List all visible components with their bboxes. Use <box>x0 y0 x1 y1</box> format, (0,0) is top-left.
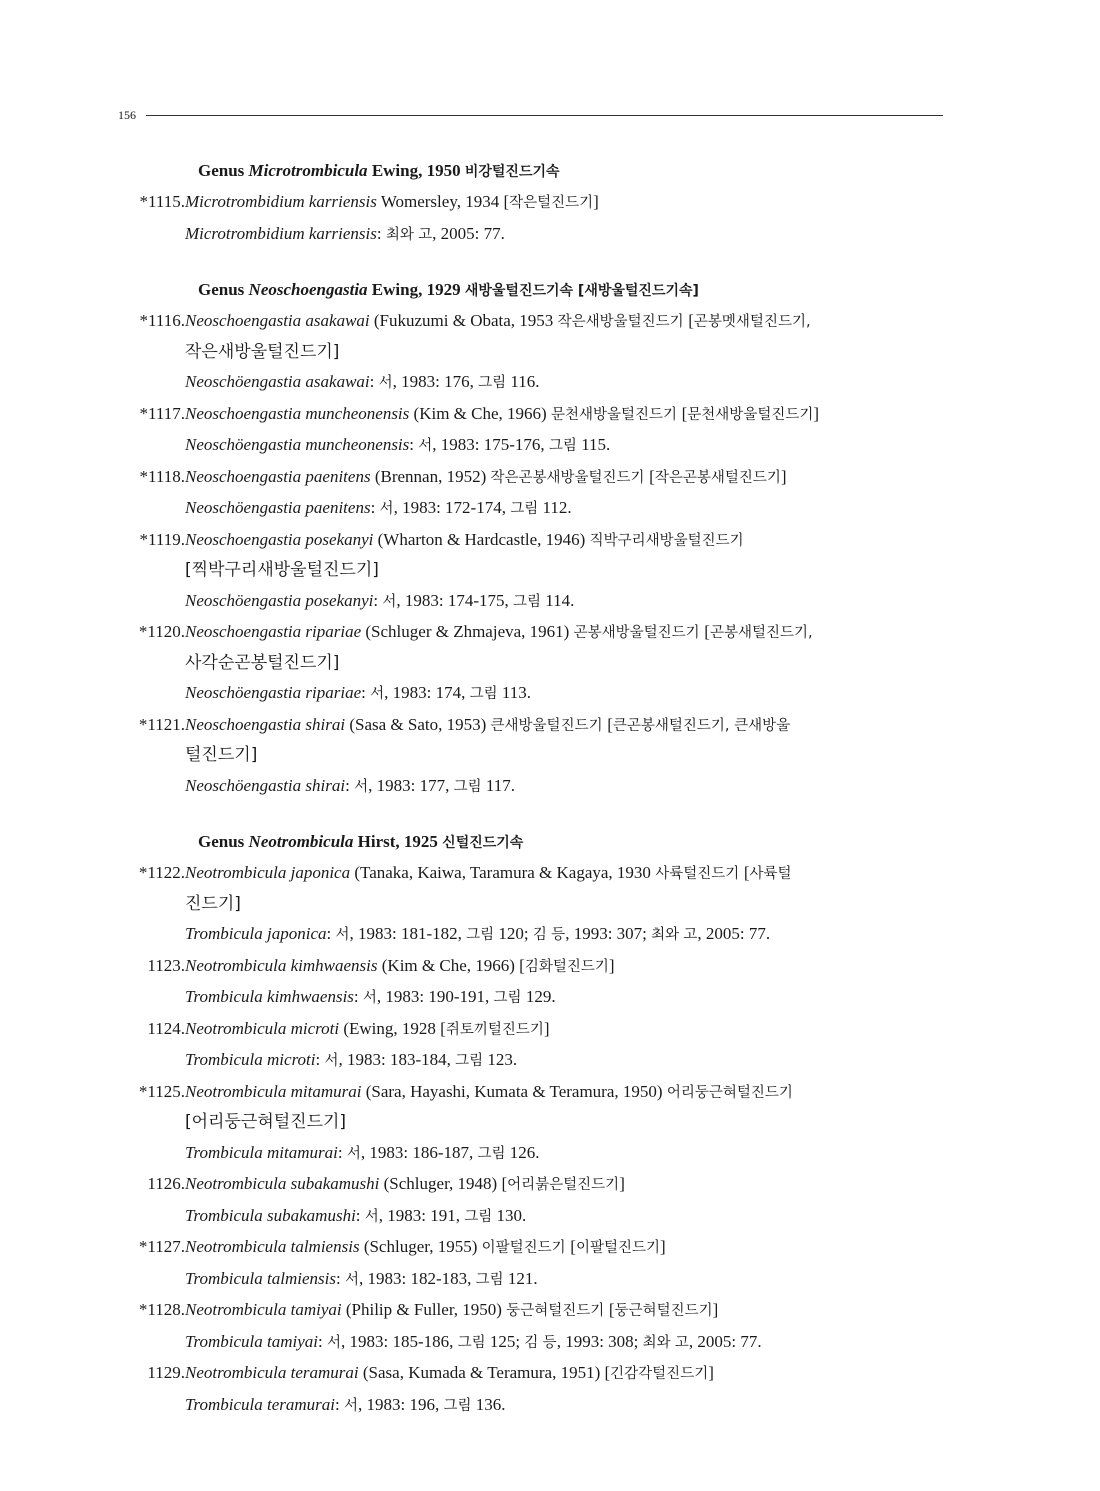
korean-name: 큰곤봉새털진드기, 큰새방울 <box>612 717 791 734</box>
reference-text: : <box>345 775 355 795</box>
korean-name: 곤봉새방울털진드기 <box>573 625 705 641</box>
page-number: 156 <box>118 108 136 122</box>
reference-text: 115. <box>576 435 611 454</box>
entry-text <box>185 1014 948 1046</box>
author-citation: (Wharton & Hardcastle, 1946) <box>373 529 590 549</box>
reference-korean: 서 <box>354 778 369 795</box>
reference-text: : <box>326 924 336 943</box>
literature-reference <box>118 430 948 462</box>
reference-species-name: Trombicula tamiyai <box>185 1331 319 1351</box>
reference-korean: 그림 <box>455 1053 484 1069</box>
literature-reference <box>118 1138 948 1170</box>
species-list <box>118 156 948 1446</box>
korean-name: 문천새방울털진드기 <box>550 406 682 423</box>
reference-korean: 최와 <box>642 1334 671 1351</box>
author-citation: [ <box>649 466 655 486</box>
reference-korean: 서 <box>335 927 350 943</box>
species-name: Neoschoengastia ripariae <box>185 622 362 641</box>
reference-text: , 1983: 174-175, <box>396 590 514 610</box>
author-citation: (Kim & Che, 1966) <box>409 403 551 423</box>
reference-korean: 서 <box>370 686 385 702</box>
literature-reference <box>118 1390 948 1422</box>
reference-text: , 1983: 175-176, <box>432 435 549 454</box>
species-name: Neotrombicula mitamurai <box>185 1081 362 1101</box>
reference-korean: 그림 <box>443 1397 472 1414</box>
author-citation: (Ewing, 1928 [ <box>339 1018 446 1038</box>
author-citation: ] <box>660 1237 666 1256</box>
reference-text: : <box>335 1268 345 1288</box>
reference-text: : <box>335 1394 345 1414</box>
species-entry <box>118 1014 948 1046</box>
literature-reference <box>118 1327 948 1359</box>
author-citation: [ <box>607 714 613 734</box>
reference-korean: 그림 <box>513 593 542 610</box>
species-name: Neotrombicula tamiyai <box>185 1300 342 1319</box>
author-citation: ] <box>780 466 787 486</box>
reference-species-name: Neoschöengastia paenitens <box>185 498 371 517</box>
author-citation: (Kim & Che, 1966) [ <box>377 955 525 975</box>
korean-name: 사륙털 <box>749 866 792 882</box>
species-name: Neotrombicula talmiensis <box>185 1237 360 1256</box>
entry-text <box>185 617 948 649</box>
reference-species-name: Trombicula microti <box>185 1050 316 1069</box>
korean-name: 이팔털진드기 <box>575 1240 661 1256</box>
species-name: Neotrombicula microti <box>185 1018 340 1038</box>
species-name: Microtrombidium karriensis <box>185 192 377 211</box>
reference-text: 136. <box>471 1394 506 1414</box>
genus-name: Neoschoengastia <box>248 280 368 299</box>
genus-heading <box>118 156 948 187</box>
korean-name: 김화털진드기 <box>524 958 609 975</box>
entry-number: *1122. <box>138 863 185 882</box>
literature-reference <box>118 982 948 1014</box>
species-entry <box>118 462 948 494</box>
entry-number: 1126. <box>147 1174 185 1193</box>
reference-species-name: Trombicula teramurai <box>185 1394 336 1414</box>
reference-text: , 1983: 174, <box>384 683 470 702</box>
entry-text <box>185 306 948 338</box>
reference-species-name: Microtrombidium karriensis <box>185 223 377 243</box>
author-citation: (Schluger, 1955) <box>359 1237 482 1256</box>
reference-text: : <box>373 590 383 610</box>
genus-label: Genus <box>198 832 249 851</box>
entry-text <box>185 462 948 494</box>
species-entry <box>118 187 948 219</box>
reference-text: , 1983: 185-186, <box>341 1331 458 1351</box>
reference-korean: 서 <box>362 990 377 1006</box>
species-entry <box>118 1295 948 1327</box>
reference-korean: 등 <box>551 927 566 943</box>
reference-korean: 서 <box>344 1397 359 1414</box>
literature-reference <box>118 678 948 710</box>
author-citation: [ <box>608 1300 615 1319</box>
reference-korean: 서 <box>382 593 397 610</box>
reference-text: 130. <box>492 1205 527 1225</box>
reference-text: 120; <box>494 924 533 943</box>
entry-number: *1121. <box>138 714 185 734</box>
reference-text: , 1983: 183-184, <box>338 1050 456 1069</box>
reference-species-name: Neoschöengastia shirai <box>185 775 346 795</box>
author-citation: (Fukuzumi & Obata, 1953 <box>369 311 558 330</box>
entry-number: *1128. <box>138 1300 185 1319</box>
author-citation: ] <box>813 403 820 423</box>
literature-reference <box>118 586 948 618</box>
reference-korean: 그림 <box>477 1145 506 1162</box>
species-entry <box>118 399 948 431</box>
entry-text <box>185 187 948 219</box>
genus-section <box>118 156 948 250</box>
reference-text: : <box>369 372 379 391</box>
reference-korean: 그림 <box>469 686 498 702</box>
entry-number: *1116. <box>139 311 185 330</box>
page-header <box>118 105 943 125</box>
entry-text <box>185 1358 948 1390</box>
species-name: Neotrombicula teramurai <box>185 1363 359 1382</box>
reference-species-name: Neoschöengastia asakawai <box>185 372 370 391</box>
korean-name: 직박구리새방울털진드기 <box>589 532 744 549</box>
reference-text: , 1983: 190-191, <box>376 987 494 1006</box>
reference-text: : <box>409 435 419 454</box>
genus-label: Genus <box>198 280 249 299</box>
reference-text: , 1983: 196, <box>358 1394 444 1414</box>
reference-text: 113. <box>497 683 532 702</box>
reference-korean: 고 <box>418 226 433 243</box>
reference-korean: 그림 <box>475 1271 504 1288</box>
genus-name: Neotrombicula <box>248 832 354 851</box>
reference-korean: 최와 <box>385 226 414 243</box>
author-citation: (Sara, Hayashi, Kumata & Teramura, 1950) <box>361 1081 667 1101</box>
entry-text <box>185 710 948 742</box>
reference-korean: 서 <box>344 1271 359 1288</box>
korean-name: 어리붉은털진드기 <box>507 1177 620 1193</box>
entry-text <box>185 951 948 983</box>
genus-author: Ewing, 1929 <box>367 280 465 299</box>
reference-text: , 2005: 77. <box>432 223 505 243</box>
author-citation: Womersley, 1934 [ <box>376 192 510 211</box>
author-citation: [ <box>688 311 694 330</box>
reference-text: : <box>337 1142 347 1162</box>
author-citation: (Sasa & Sato, 1953) <box>345 714 491 734</box>
reference-korean: 김 <box>532 927 547 943</box>
entry-text <box>185 399 948 431</box>
reference-text: , 1983: 191, <box>378 1205 465 1225</box>
species-entry <box>118 525 948 557</box>
entry-number: *1115. <box>139 192 185 211</box>
species-entry <box>118 1358 948 1390</box>
reference-text: : <box>376 223 386 243</box>
reference-korean: 서 <box>378 375 393 391</box>
reference-korean: 등 <box>542 1334 557 1351</box>
reference-text: , 1983: 186-187, <box>360 1142 478 1162</box>
reference-korean: 그림 <box>457 1334 486 1351</box>
literature-reference <box>118 367 948 399</box>
reference-korean: 서 <box>379 501 394 517</box>
entry-text <box>185 1232 948 1264</box>
reference-korean: 서 <box>324 1053 339 1069</box>
literature-reference <box>118 1201 948 1233</box>
reference-species-name: Trombicula japonica <box>185 924 327 943</box>
author-citation: (Sasa, Kumada & Teramura, 1951) [ <box>358 1363 611 1382</box>
author-citation: ] <box>593 192 599 211</box>
entry-continuation: 털진드기] <box>185 745 258 765</box>
korean-name: 작은곤봉새방울털진드기 <box>490 469 650 486</box>
entry-number: 1123. <box>147 955 185 975</box>
header-rule <box>146 115 943 116</box>
reference-korean: 그림 <box>466 927 495 943</box>
species-entry <box>118 1077 948 1109</box>
reference-text: 129. <box>521 987 556 1006</box>
korean-name: 문천새방울털진드기 <box>687 406 814 423</box>
author-citation: [ <box>704 622 710 641</box>
reference-text: : <box>353 987 363 1006</box>
korean-name: 큰새방울털진드기 <box>490 717 608 734</box>
reference-text: : <box>370 498 380 517</box>
author-citation: (Brennan, 1952) <box>370 466 491 486</box>
species-name: Neotrombicula kimhwaensis <box>185 955 378 975</box>
reference-species-name: Trombicula kimhwaensis <box>185 987 354 1006</box>
species-entry <box>118 1169 948 1201</box>
entry-continuation: [찍박구리새방울털진드기] <box>185 560 379 580</box>
species-name: Neoschoengastia asakawai <box>185 311 370 330</box>
reference-korean: 서 <box>327 1334 342 1351</box>
entry-number: *1119. <box>139 529 185 549</box>
author-citation: ] <box>543 1018 550 1038</box>
author-citation: ] <box>608 955 615 975</box>
species-name: Neoschoengastia posekanyi <box>185 529 374 549</box>
literature-reference <box>118 919 948 951</box>
literature-reference <box>118 219 948 251</box>
reference-text: , 2005: 77. <box>688 1331 762 1351</box>
species-entry <box>118 306 948 338</box>
species-name: Neoschoengastia shirai <box>185 714 346 734</box>
author-citation: (Tanaka, Kaiwa, Taramura & Kagaya, 1930 <box>350 863 656 882</box>
reference-korean: 그림 <box>493 990 522 1006</box>
entry-number: *1117. <box>139 403 185 423</box>
genus-korean-name: 비강털진드기속 <box>464 164 560 180</box>
korean-name: 작은털진드기 <box>509 195 594 211</box>
genus-author: Hirst, 1925 <box>353 832 443 851</box>
reference-text: , 1993: 307; <box>565 924 652 943</box>
reference-text: , 1983: 172-174, <box>393 498 511 517</box>
reference-text: : <box>361 683 371 702</box>
genus-section <box>118 275 948 802</box>
literature-reference <box>118 1045 948 1077</box>
species-entry <box>118 617 948 649</box>
entry-text <box>185 1169 948 1201</box>
reference-korean: 그림 <box>548 438 577 454</box>
reference-text: , 1993: 308; <box>556 1331 643 1351</box>
genus-label: Genus <box>198 161 249 180</box>
author-citation: ] <box>708 1363 714 1382</box>
entry-continuation: 작은새방울털진드기] <box>185 341 340 362</box>
author-citation: [ <box>743 863 750 882</box>
author-citation: (Schluger & Zhmajeva, 1961) <box>361 622 574 641</box>
korean-name: 곤봉새털진드기, <box>709 625 813 641</box>
species-name: Neotrombicula japonica <box>185 863 351 882</box>
literature-reference <box>118 493 948 525</box>
korean-name: 사륙털진드기 <box>655 866 744 882</box>
reference-text: : <box>318 1331 327 1351</box>
species-name: Neotrombicula subakamushi <box>185 1174 380 1193</box>
korean-name: 긴감각털진드기 <box>610 1366 709 1382</box>
reference-korean: 서 <box>364 1208 379 1225</box>
author-citation: (Philip & Fuller, 1950) <box>341 1300 507 1319</box>
korean-name: 쥐토끼털진드기 <box>445 1021 544 1038</box>
entry-text <box>185 1295 948 1327</box>
reference-text: 114. <box>541 590 575 610</box>
species-entry <box>118 951 948 983</box>
reference-species-name: Neoschöengastia posekanyi <box>185 590 374 610</box>
species-entry <box>118 1232 948 1264</box>
korean-name: 곤봉멧새털진드기, <box>693 314 811 330</box>
species-name: Neoschoengastia paenitens <box>185 466 371 486</box>
entry-text <box>185 858 948 890</box>
reference-text: 112. <box>538 498 572 517</box>
author-citation: (Schluger, 1948) [ <box>379 1174 508 1193</box>
reference-text: 123. <box>483 1050 518 1069</box>
genus-korean-alt: [새방울털진드기속] <box>573 283 699 299</box>
entry-number: 1124. <box>147 1018 185 1038</box>
reference-text: 117. <box>481 775 515 795</box>
entry-number: *1118. <box>139 466 185 486</box>
korean-name: 어리둥근혀털진드기 <box>666 1084 793 1101</box>
reference-species-name: Trombicula subakamushi <box>185 1205 356 1225</box>
entry-number: *1125. <box>138 1081 185 1101</box>
reference-species-name: Trombicula talmiensis <box>185 1268 336 1288</box>
reference-text: 116. <box>506 372 540 391</box>
author-citation: ] <box>712 1300 719 1319</box>
reference-text: , 1983: 176, <box>392 372 479 391</box>
reference-korean: 그림 <box>478 375 507 391</box>
reference-text: , 1983: 181-182, <box>349 924 467 943</box>
species-entry <box>118 858 948 890</box>
entry-continuation: 진드기] <box>185 893 241 914</box>
genus-author: Ewing, 1950 <box>367 161 465 180</box>
species-name: Neoschoengastia muncheonensis <box>185 403 410 423</box>
entry-continuation: [어리둥근혀털진드기] <box>185 1112 347 1132</box>
reference-korean: 고 <box>674 1334 689 1351</box>
reference-korean: 최와 <box>651 927 680 943</box>
entry-text <box>185 525 948 557</box>
reference-korean: 그림 <box>510 501 539 517</box>
genus-heading <box>118 827 948 858</box>
reference-species-name: Trombicula mitamurai <box>185 1142 338 1162</box>
genus-section <box>118 827 948 1421</box>
reference-korean: 김 <box>524 1334 539 1351</box>
reference-species-name: Neoschöengastia ripariae <box>185 683 362 702</box>
reference-korean: 그림 <box>453 778 482 795</box>
korean-name: 둥근혀털진드기 <box>614 1303 713 1319</box>
species-entry <box>118 710 948 742</box>
author-citation: [ <box>570 1237 576 1256</box>
entry-number: 1129. <box>147 1363 185 1382</box>
genus-name: Microtrombicula <box>248 161 368 180</box>
author-citation: ] <box>619 1174 625 1193</box>
genus-heading <box>118 275 948 306</box>
entry-continuation: 사각순곤봉털진드기] <box>185 652 340 673</box>
reference-text: : <box>315 1050 325 1069</box>
author-citation: [ <box>681 403 688 423</box>
reference-korean: 서 <box>418 438 433 454</box>
literature-reference <box>118 771 948 803</box>
literature-reference <box>118 1264 948 1296</box>
entry-number: *1127. <box>138 1237 185 1256</box>
entry-number: *1120. <box>138 622 185 641</box>
korean-name: 둥근혀털진드기 <box>506 1303 609 1319</box>
reference-text: , 2005: 77. <box>697 924 771 943</box>
reference-text: 126. <box>505 1142 540 1162</box>
reference-text: , 1983: 182-183, <box>358 1268 476 1288</box>
entry-text <box>185 1077 948 1109</box>
korean-name: 작은곤봉새털진드기 <box>654 469 781 486</box>
reference-text: , 1983: 177, <box>368 775 454 795</box>
genus-korean-name: 신털진드기속 <box>442 835 524 851</box>
reference-korean: 그림 <box>464 1208 493 1225</box>
reference-species-name: Neoschöengastia muncheonensis <box>185 435 410 454</box>
reference-text: 125; <box>485 1331 525 1351</box>
korean-name: 이팔털진드기 <box>481 1240 571 1256</box>
genus-korean-name: 새방울털진드기속 <box>464 283 574 299</box>
reference-korean: 서 <box>346 1145 361 1162</box>
korean-name: 작은새방울털진드기 <box>557 314 689 330</box>
reference-korean: 고 <box>683 927 698 943</box>
reference-text: : <box>355 1205 365 1225</box>
reference-text: 121. <box>503 1268 538 1288</box>
